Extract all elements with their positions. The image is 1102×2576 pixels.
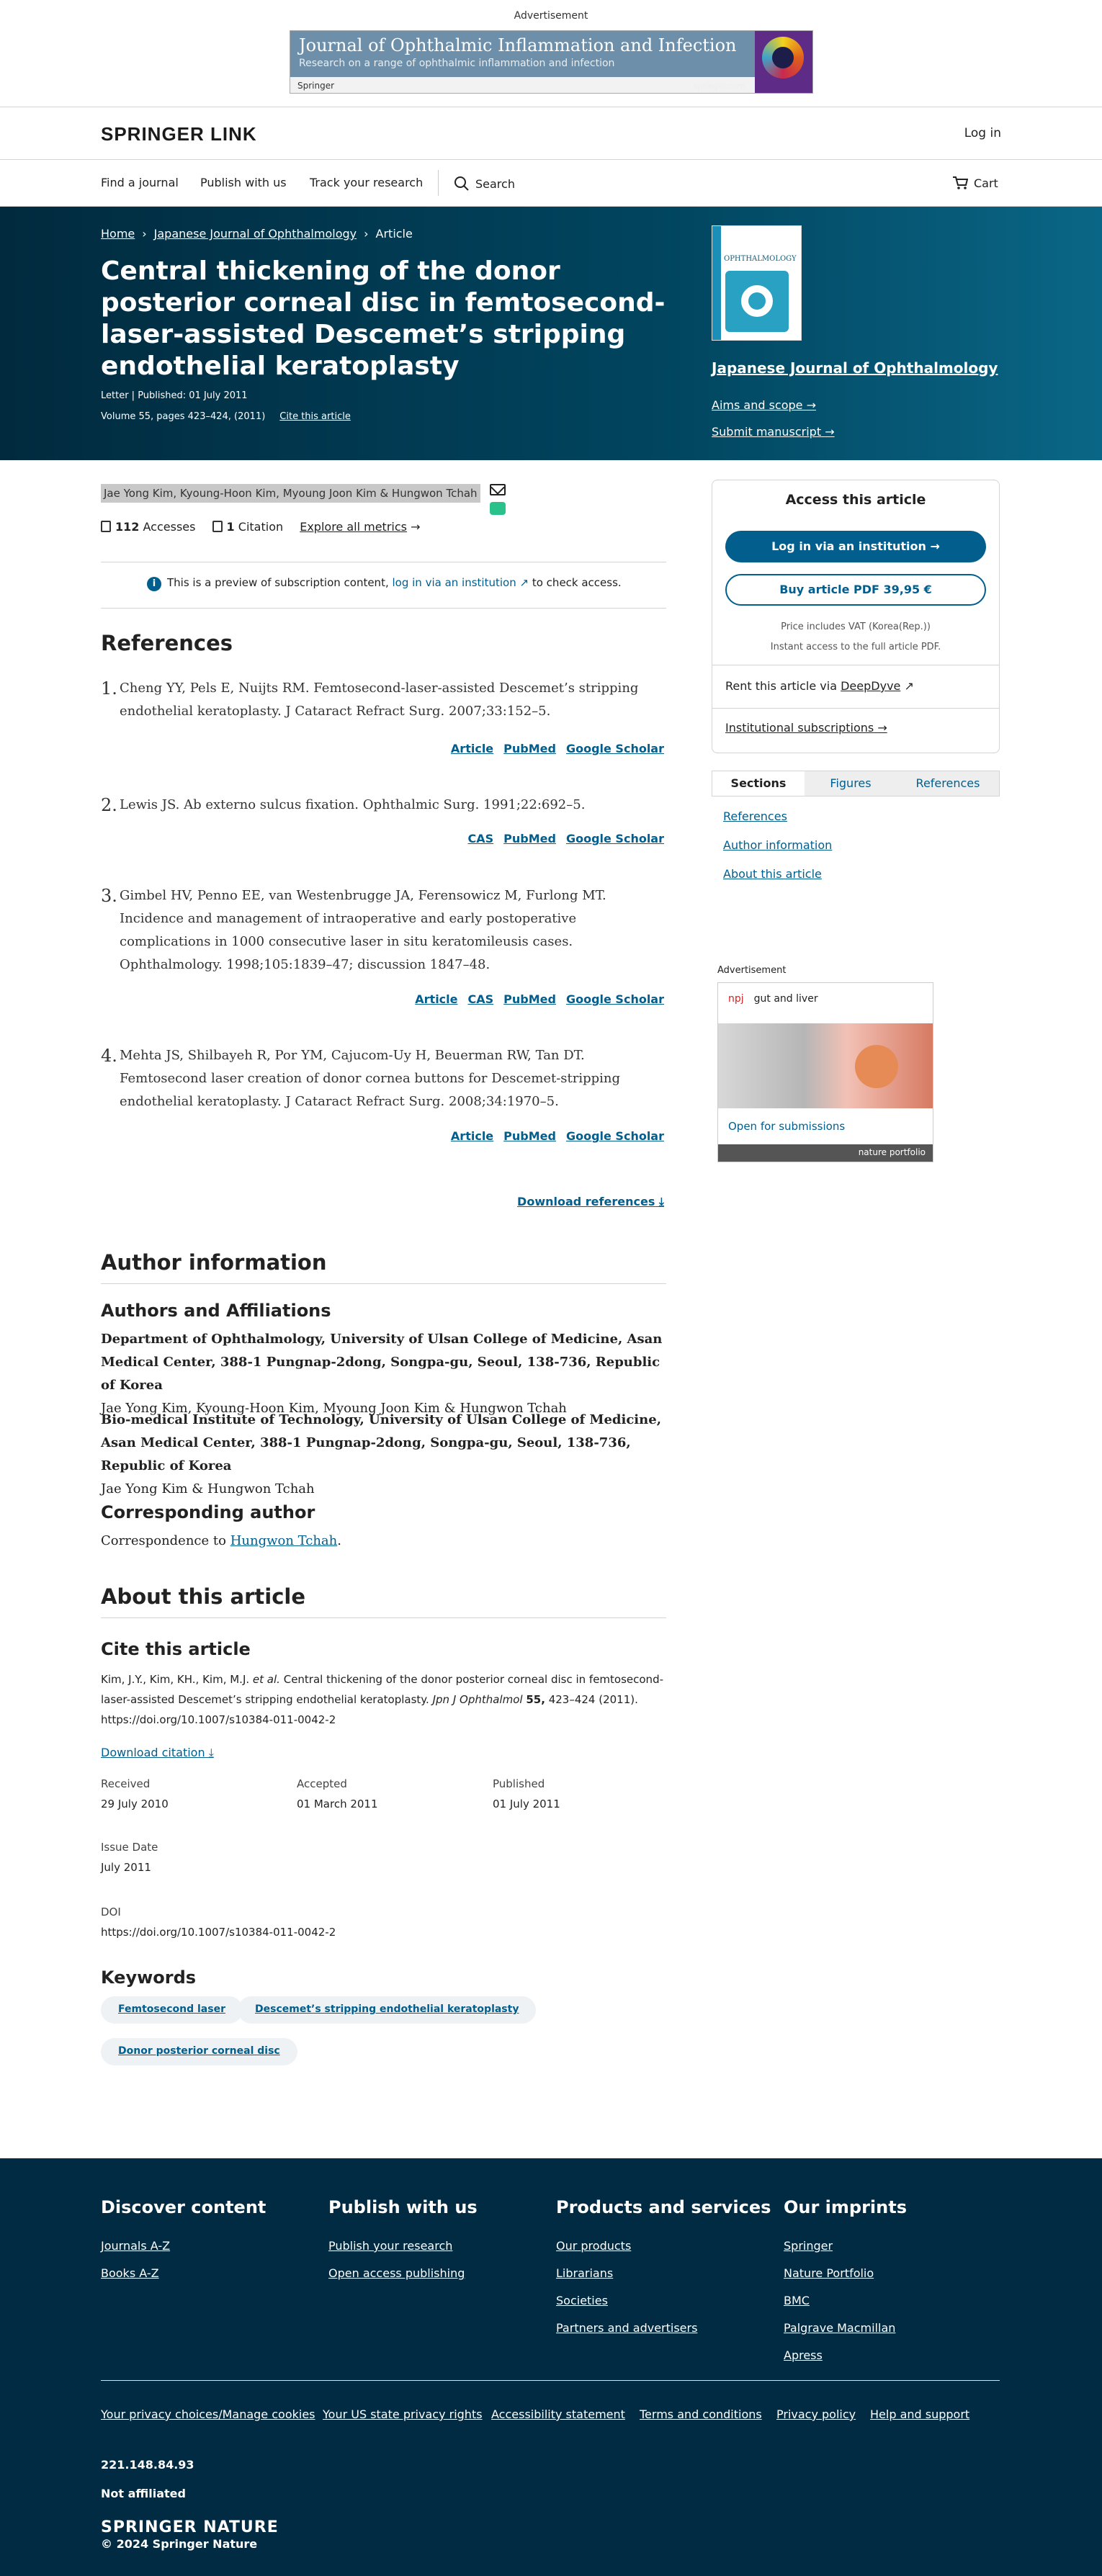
footer-heading: Our imprints bbox=[784, 2197, 907, 2217]
ad-subtitle: Research on a range of ophthalmic inflammation and infection bbox=[299, 58, 615, 69]
preview-notice bbox=[147, 576, 622, 591]
reference-text: Lewis JS. Ab externo sulcus fixation. Ophthalmic Surg. 1991;22:692–5. bbox=[120, 797, 586, 812]
ref-pubmed-link[interactable]: PubMed bbox=[503, 1129, 556, 1143]
footer-link[interactable]: Apress bbox=[784, 2348, 823, 2362]
citations-count: 1 bbox=[226, 520, 235, 534]
sidebar-tabs bbox=[712, 771, 1000, 796]
cart-icon bbox=[952, 176, 968, 190]
download-icon: ⤓ bbox=[208, 1746, 214, 1759]
chevron-right-icon: › bbox=[142, 227, 147, 241]
footer-link[interactable]: Books A-Z bbox=[101, 2266, 159, 2280]
vat-note: Price includes VAT (Korea(Rep.)) bbox=[781, 621, 931, 632]
ref-pubmed-link[interactable]: PubMed bbox=[503, 832, 556, 845]
doi-value: https://doi.org/10.1007/s10384-011-0042-2 bbox=[101, 1926, 336, 1939]
doi-label: DOI bbox=[101, 1906, 121, 1918]
volume-info: Volume 55, pages 423–424, (2011) bbox=[101, 411, 266, 422]
published-date: 01 July 2011 bbox=[493, 1798, 560, 1810]
affiliation-2-address: Bio-medical Institute of Technology, University of Ulsan College of Medicine, Asan Medical Center, 388-1 Pungnap-2dong, Songpa-gu, Seoul, 138-736, Republic of Korea bbox=[101, 1412, 661, 1473]
arrow-right-icon: → bbox=[806, 398, 817, 412]
springer-nature-logo: SPRINGER NATURE bbox=[101, 2518, 279, 2536]
page-title: Central thickening of the donor posterior corneal disc in femtosecond-laser-assisted Descemet’s stripping endothelial keratoplasty bbox=[101, 256, 666, 381]
ip-address: 221.148.84.93 bbox=[101, 2458, 194, 2472]
affiliations-heading: Authors and Affiliations bbox=[101, 1301, 331, 1321]
download-citation-link[interactable] bbox=[101, 1746, 214, 1760]
journal-cover[interactable] bbox=[712, 225, 802, 341]
external-link-icon: ↗ bbox=[519, 576, 529, 589]
author-list[interactable]: Jae Yong Kim, Kyoung-Hoon Kim, Myoung Joon Kim & Hungwon Tchah bbox=[101, 484, 480, 503]
references-heading: References bbox=[101, 631, 233, 655]
cite-title: Central thickening of the donor posterior corneal disc in femtosecond-laser-assisted Descemet’s stripping endothelial keratoplasty. bbox=[101, 1673, 663, 1706]
footer-divider bbox=[101, 2380, 1000, 2381]
divider bbox=[101, 1617, 666, 1618]
explore-metrics-link[interactable]: Explore all metrics bbox=[300, 520, 407, 534]
footer-link[interactable]: Springer bbox=[784, 2239, 833, 2253]
npj-logo: npj bbox=[728, 993, 744, 1005]
footer-link[interactable]: Librarians bbox=[556, 2266, 614, 2280]
ref-pubmed-link[interactable]: PubMed bbox=[503, 992, 556, 1006]
ref-scholar-link[interactable]: Google Scholar bbox=[565, 832, 664, 845]
author-info-heading: Author information bbox=[101, 1250, 327, 1275]
site-footer bbox=[0, 2158, 1102, 2576]
reference-text: Gimbel HV, Penno EE, van Westenbrugge JA, Ferensowicz M, Furlong MT. Incidence and management of intraoperative and early postoperative complications in 1000 consecutive laser in situ keratomileusis cases. Ophthalmology. 1998;105:1839–47; discussion 1847–48. bbox=[120, 888, 606, 972]
nav-track[interactable]: Track your research bbox=[310, 176, 424, 189]
reference-item bbox=[101, 884, 670, 977]
cart-label: Cart bbox=[974, 176, 998, 190]
issue-date: July 2011 bbox=[101, 1861, 151, 1874]
login-institution-button[interactable] bbox=[725, 531, 986, 562]
us-privacy-link[interactable]: Your US state privacy rights bbox=[323, 2407, 483, 2421]
accepted-date: 01 March 2011 bbox=[297, 1798, 378, 1810]
journal-cover-title: OPHTHALMOLOGY bbox=[724, 255, 797, 263]
accesses-label: Accesses bbox=[143, 520, 196, 534]
reference-item bbox=[101, 677, 670, 723]
received-label: Received bbox=[101, 1777, 151, 1790]
footer-heading: Products and services bbox=[556, 2197, 771, 2217]
ad-label: Advertisement bbox=[514, 10, 588, 22]
site-header bbox=[0, 107, 1102, 160]
reference-number: 2. bbox=[101, 795, 117, 815]
login-institution-label: Log in via an institution bbox=[771, 539, 926, 553]
rent-deepdyve bbox=[725, 679, 914, 693]
footer-link[interactable]: Palgrave Macmillan bbox=[784, 2321, 896, 2335]
mail-icon[interactable] bbox=[490, 484, 506, 495]
footer-link[interactable]: BMC bbox=[784, 2294, 810, 2307]
ref-article-link[interactable]: Article bbox=[450, 1129, 494, 1143]
journal-name-link[interactable]: Japanese Journal of Ophthalmology bbox=[712, 359, 998, 377]
breadcrumb-home[interactable]: Home bbox=[101, 227, 135, 241]
divider bbox=[101, 608, 666, 609]
citations-label: Citation bbox=[238, 520, 284, 534]
breadcrumb-journal[interactable]: Japanese Journal of Ophthalmology bbox=[153, 227, 357, 241]
correspondence-tail: . bbox=[337, 1533, 341, 1548]
buy-pdf-button[interactable]: Buy article PDF 39,95 € bbox=[725, 574, 986, 606]
deepdyve-link[interactable]: DeepDyve bbox=[841, 679, 901, 693]
reference-number: 4. bbox=[101, 1046, 117, 1066]
cite-etal: et al. bbox=[252, 1673, 280, 1686]
affiliation-2-authors: Jae Yong Kim & Hungwon Tchah bbox=[101, 1481, 315, 1496]
breadcrumb bbox=[101, 227, 413, 241]
cite-pages-doi: 423–424 (2011). https://doi.org/10.1007/s10384-011-0042-2 bbox=[101, 1693, 638, 1726]
footer-link[interactable]: Nature Portfolio bbox=[784, 2266, 874, 2280]
footer-heading: Discover content bbox=[101, 2197, 266, 2217]
footer-link[interactable]: Publish your research bbox=[328, 2239, 453, 2253]
terms-link[interactable]: Terms and conditions bbox=[640, 2407, 762, 2421]
reference-links bbox=[458, 832, 665, 845]
tab-figures[interactable]: Figures bbox=[805, 771, 897, 796]
divider bbox=[101, 1283, 666, 1284]
ref-article-link[interactable]: Article bbox=[450, 742, 494, 755]
issue-label: Issue Date bbox=[101, 1841, 158, 1854]
cite-authors: Kim, J.Y., Kim, KH., Kim, M.J. bbox=[101, 1673, 250, 1686]
article-type-date: Letter | Published: 01 July 2011 bbox=[101, 390, 248, 401]
received-date: 29 July 2010 bbox=[101, 1798, 169, 1810]
accesses-icon bbox=[101, 521, 111, 532]
affiliation-1-authors: Jae Yong Kim, Kyoung-Hoon Kim, Myoung Joon Kim & Hungwon Tchah bbox=[101, 1401, 567, 1416]
reference-item bbox=[101, 1044, 670, 1113]
affiliation-status: Not affiliated bbox=[101, 2487, 186, 2500]
ref-scholar-link[interactable]: Google Scholar bbox=[565, 1129, 664, 1143]
reference-links bbox=[441, 742, 664, 755]
nature-portfolio-logo: nature portfolio bbox=[718, 1144, 933, 1162]
search-icon bbox=[454, 176, 470, 192]
external-link-icon: ↗ bbox=[904, 679, 914, 693]
ref-pubmed-link[interactable]: PubMed bbox=[503, 742, 556, 755]
reference-item bbox=[101, 794, 670, 817]
keyword-pill[interactable]: Donor posterior corneal disc bbox=[101, 2038, 297, 2065]
footer-link[interactable]: Societies bbox=[556, 2294, 608, 2307]
preview-login-link[interactable]: log in via an institution bbox=[392, 576, 516, 589]
divider bbox=[712, 708, 999, 709]
about-heading: About this article bbox=[101, 1584, 306, 1609]
accepted-label: Accepted bbox=[297, 1777, 347, 1790]
access-box bbox=[712, 480, 1000, 753]
main-nav bbox=[0, 160, 1102, 207]
reference-text: Mehta JS, Shilbayeh R, Por YM, Cajucom-Uy H, Beuerman RW, Tan DT. Femtosecond laser creation of donor cornea buttons for Descemet-stripping endothelial keratoplasty. J Cataract Refract Surg. 2008;34:1970–5. bbox=[120, 1048, 621, 1109]
reference-links bbox=[441, 1129, 664, 1143]
info-icon: i bbox=[147, 577, 161, 591]
toc-references[interactable]: References bbox=[723, 809, 787, 823]
access-heading: Access this article bbox=[785, 492, 926, 508]
corresponding-heading: Corresponding author bbox=[101, 1502, 315, 1522]
gut-liver-illustration bbox=[718, 1023, 933, 1108]
submit-manuscript-label: Submit manuscript bbox=[712, 425, 822, 439]
arrow-right-icon: → bbox=[825, 425, 835, 439]
orcid-badge-icon[interactable] bbox=[490, 502, 506, 515]
reference-links bbox=[405, 992, 664, 1006]
login-link[interactable]: Log in bbox=[964, 126, 1001, 140]
footer-heading: Publish with us bbox=[328, 2197, 478, 2217]
toc-author-info[interactable]: Author information bbox=[723, 838, 833, 852]
correspondence-line bbox=[101, 1530, 670, 1553]
cite-volume: 55, bbox=[526, 1693, 545, 1706]
reference-number: 3. bbox=[101, 886, 117, 906]
ref-scholar-link[interactable]: Google Scholar bbox=[565, 992, 664, 1006]
keywords-heading: Keywords bbox=[101, 1967, 197, 1988]
cite-article-link[interactable]: Cite this article bbox=[279, 411, 351, 422]
search-label: Search bbox=[475, 177, 515, 191]
copyright: © 2024 Springer Nature bbox=[101, 2537, 258, 2551]
institutional-label: Institutional subscriptions bbox=[725, 721, 874, 735]
ad-strip bbox=[290, 77, 755, 93]
top-advertisement bbox=[0, 0, 1102, 107]
footer-link[interactable]: Journals A-Z bbox=[101, 2239, 171, 2253]
download-references-link[interactable] bbox=[517, 1195, 664, 1209]
side-ad-title: gut and liver bbox=[753, 993, 818, 1005]
ref-cas-link[interactable]: CAS bbox=[467, 992, 494, 1006]
arrow-right-icon: → bbox=[930, 539, 940, 553]
side-advertisement[interactable] bbox=[717, 982, 933, 1162]
privacy-policy-link[interactable]: Privacy policy bbox=[776, 2407, 856, 2421]
citation-icon bbox=[212, 521, 223, 532]
aims-scope-label: Aims and scope bbox=[712, 398, 803, 412]
article-metrics bbox=[101, 520, 420, 534]
download-references-label: Download references bbox=[517, 1195, 655, 1208]
springer-link-logo[interactable]: SPRINGER LINK bbox=[101, 123, 257, 145]
privacy-choices-link[interactable]: Your privacy choices/Manage cookies bbox=[101, 2407, 315, 2421]
tab-references[interactable]: References bbox=[897, 771, 999, 796]
ad-url: springer.com bbox=[694, 81, 745, 91]
correspondence-text: Correspondence to bbox=[101, 1533, 226, 1548]
nav-publish[interactable]: Publish with us bbox=[200, 176, 287, 189]
arrow-right-icon: → bbox=[877, 721, 887, 735]
help-support-link[interactable]: Help and support bbox=[870, 2407, 970, 2421]
preview-tail: to check access. bbox=[532, 576, 622, 589]
ref-article-link[interactable]: Article bbox=[415, 992, 458, 1006]
toc-about[interactable]: About this article bbox=[723, 867, 822, 881]
ad-title: Journal of Ophthalmic Inflammation and Infection bbox=[299, 35, 737, 55]
nav-divider bbox=[438, 170, 439, 196]
nav-find-journal[interactable]: Find a journal bbox=[101, 176, 179, 189]
eye-icon bbox=[725, 271, 789, 332]
footer-link[interactable]: Partners and advertisers bbox=[556, 2321, 698, 2335]
institutional-subscriptions-link[interactable] bbox=[725, 721, 887, 735]
accessibility-link[interactable]: Accessibility statement bbox=[491, 2407, 625, 2421]
article-hero bbox=[0, 207, 1102, 460]
tab-sections[interactable]: Sections bbox=[712, 771, 805, 796]
side-ad-cta: Open for submissions bbox=[728, 1120, 846, 1133]
reference-number: 1. bbox=[101, 678, 117, 699]
volume-line bbox=[101, 411, 351, 422]
keyword-pill[interactable]: Descemet’s stripping endothelial keratoplasty bbox=[238, 1996, 536, 2024]
affiliation-1-address: Department of Ophthalmology, University of Ulsan College of Medicine, Asan Medical Center, 388-1 Pungnap-2dong, Songpa-gu, Seoul, 138-736, Republic of Korea bbox=[101, 1332, 663, 1393]
footer-link[interactable]: Open access publishing bbox=[328, 2266, 465, 2280]
keyword-pill[interactable]: Femtosecond laser bbox=[101, 1996, 243, 2024]
submit-manuscript-link[interactable] bbox=[712, 425, 835, 439]
instant-access-note: Instant access to the full article PDF. bbox=[770, 642, 941, 652]
download-icon: ⤓ bbox=[658, 1195, 664, 1208]
cite-heading: Cite this article bbox=[101, 1639, 251, 1659]
cart-button[interactable] bbox=[952, 176, 998, 190]
ref-scholar-link[interactable]: Google Scholar bbox=[565, 742, 664, 755]
ad-publisher: Springer bbox=[297, 81, 335, 91]
affiliation-1 bbox=[101, 1328, 670, 1420]
preview-text: This is a preview of subscription content, bbox=[167, 576, 389, 589]
download-citation-label: Download citation bbox=[101, 1746, 205, 1759]
aims-scope-link[interactable] bbox=[712, 398, 816, 412]
cite-journal: Jpn J Ophthalmol bbox=[432, 1693, 523, 1706]
corresponding-author-link[interactable]: Hungwon Tchah bbox=[230, 1533, 338, 1548]
accesses-count: 112 bbox=[115, 520, 140, 534]
ad-cover-image bbox=[755, 31, 812, 93]
search-button[interactable] bbox=[454, 176, 515, 192]
rent-label: Rent this article via bbox=[725, 679, 838, 693]
arrow-right-icon: → bbox=[411, 520, 421, 534]
ad-banner[interactable] bbox=[290, 30, 813, 94]
chevron-right-icon: › bbox=[364, 227, 369, 241]
published-label: Published bbox=[493, 1777, 545, 1790]
citation-text bbox=[101, 1669, 670, 1730]
footer-link[interactable]: Our products bbox=[556, 2239, 632, 2253]
reference-text: Cheng YY, Pels E, Nuijts RM. Femtosecond-laser-assisted Descemet’s stripping endothelial keratoplasty. J Cataract Refract Surg. 2007;33:152–5. bbox=[120, 681, 639, 719]
breadcrumb-current: Article bbox=[375, 227, 413, 241]
affiliation-2 bbox=[101, 1409, 670, 1501]
side-ad-label: Advertisement bbox=[717, 965, 787, 976]
ref-cas-link[interactable]: CAS bbox=[467, 832, 494, 845]
